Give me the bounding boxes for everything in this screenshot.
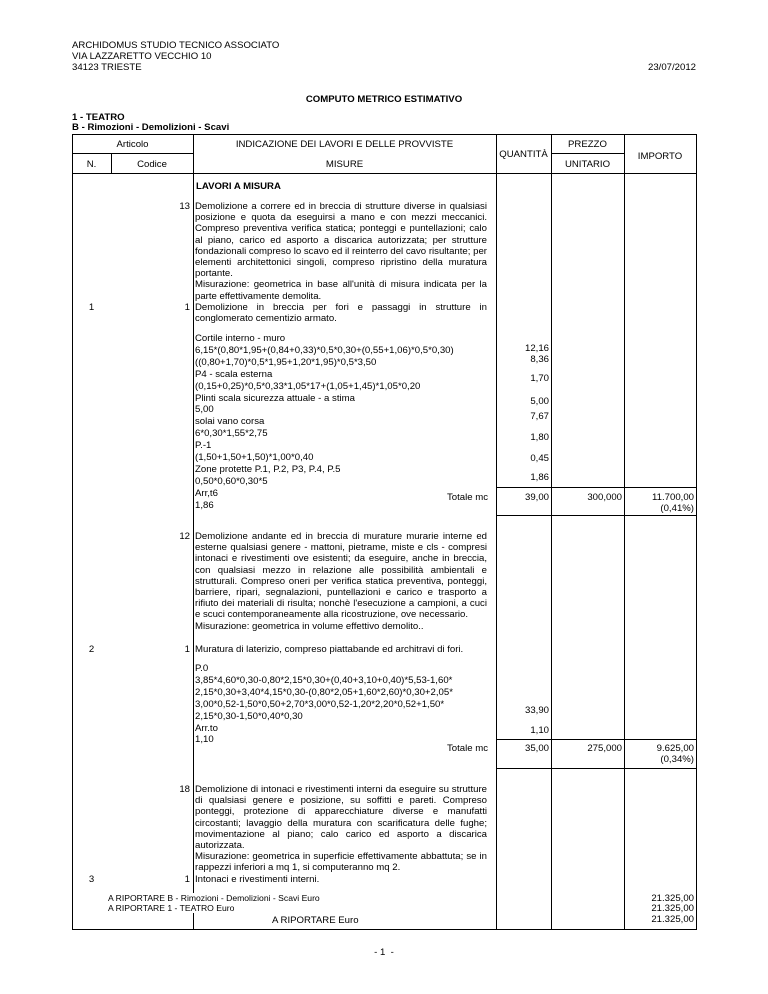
unit-price: 300,000 (587, 492, 622, 503)
subsection-title: B - Rimozioni - Demolizioni - Scavi (72, 122, 230, 133)
category-description: Demolizione a correre ed in breccia di strutture diverse in qualsiasi posizione e quota da eseguirsi a mano e con mezzi meccanici. Compreso preventiva verifica statica; ponteggi e puntellazioni; calo al piano, carico ed asporto a discarica autorizzata; per strutture fondazionali compreso lo scavo ed il reinterro del cavo risultante; per elementi architettonici singoli, compreso ripristino della muratura portante. Misurazione: geometrica in base all'unità di misura indicata per la parte effettivamente demolita. (195, 201, 487, 302)
item-description: Muratura di laterizio, compreso piattabande ed architravi di fori. (195, 644, 464, 655)
item-description: Intonaci e rivestimenti interni. (195, 874, 320, 885)
quantity-value: 12,16 (524, 343, 549, 354)
column-header-prezzo: PREZZO (568, 139, 607, 150)
column-header-misure: MISURE (325, 159, 364, 170)
totale-quantity: 35,00 (524, 743, 549, 754)
riportare-section-label: A RIPORTARE B - Rimozioni - Demolizioni - Scavi Euro (108, 893, 320, 903)
item-number: 2 (88, 644, 95, 655)
quantity-value: 1,10 (530, 725, 549, 736)
category-code: 18 (179, 784, 190, 795)
quantity-value: 33,90 (524, 705, 549, 716)
column-header-importo: IMPORTO (637, 151, 683, 162)
quantity-value: 7,67 (530, 411, 549, 422)
company-name: ARCHIDOMUS STUDIO TECNICO ASSOCIATO (72, 40, 280, 51)
quantity-value: 8,36 (530, 354, 549, 365)
amount-percentage: (0,41%) (660, 503, 694, 514)
riportare-total-label: A RIPORTARE Euro (272, 915, 359, 926)
document-title: COMPUTO METRICO ESTIMATIVO (305, 94, 463, 105)
item-measures: P.0 3,85*4,60*0,30-0,80*2,15*0,30+(0,40+3,10+0,40)*5,53-1,60* 2,15*0,30+3,40*4,15*0,30-(0,80*2,05+1,60*2,60)*0,30+2,05* 3,00*0,52-1,50*0,50+2,70*3,00*0,52-1,20*2,20*0,52+1,50* 2,15*0,30-1,50*0,40*0,30 Arr.to 1,10 (195, 663, 453, 746)
riportare-chapter-label: A RIPORTARE 1 - TEATRO Euro (108, 903, 235, 913)
amount: 11.700,00 (652, 492, 694, 503)
riportare-section-value: 21.325,00 (651, 893, 694, 904)
item-number: 3 (88, 874, 95, 885)
category-code: 13 (179, 201, 190, 212)
category-code: 12 (179, 531, 190, 542)
column-header-unitario: UNITARIO (564, 159, 611, 170)
quantity-value: 5,00 (530, 396, 549, 407)
totale-quantity: 39,00 (524, 492, 549, 503)
item-code: 1 (184, 644, 190, 655)
page-number: - 1 - (374, 947, 394, 958)
quantity-value: 1,80 (530, 432, 549, 443)
totale-label: Totale mc (446, 743, 488, 754)
item-code: 1 (184, 302, 190, 313)
column-header-indicazione: INDICAZIONE DEI LAVORI E DELLE PROVVISTE (235, 139, 454, 150)
riportare-chapter-value: 21.325,00 (651, 903, 694, 914)
column-header-codice: Codice (137, 159, 167, 170)
quantity-value: 1,70 (530, 373, 549, 384)
riportare-total-value: 21.325,00 (651, 914, 694, 925)
column-header-articolo: Articolo (116, 139, 149, 150)
column-header-quantita: QUANTITÀ (499, 149, 548, 160)
item-description: Demolizione in breccia per fori e passaggi in strutture in conglomerato cementizio armato. (195, 302, 487, 325)
company-address: VIA LAZZARETTO VECCHIO 10 (72, 51, 212, 62)
category-description: Demolizione di intonaci e rivestimenti interni da eseguire su strutture di qualsiasi genere e posizione, su soffitti e pareti. Compreso ponteggi, protezione di apparecchiature diverse e manufatti circostanti; lavaggio della muratura con scarificatura delle fughe; movimentazione al piano; calo carico ed asporto a discarica autorizzata. Misurazione: geometrica in superficie effettivamente abbattuta; se in rappezzi inferiori a mq 1, si computeranno mq 2. (195, 784, 487, 874)
item-code: 1 (184, 874, 190, 885)
lavori-a-misura-label: LAVORI A MISURA (196, 181, 281, 192)
amount-percentage: (0,34%) (660, 754, 694, 765)
column-header-n: N. (86, 159, 97, 170)
category-description: Demolizione andante ed in breccia di murature murarie interne ed esterne qualsiasi genere - mattoni, pietrame, miste e cls - compresi intonaci e rivestimenti ove esistenti; da eseguire, anche in breccia, con qualsiasi mezzo in relazione alle possibilità ambientali e strutturali. Compreso oneri per verifica statica preventiva, ponteggi, barriere, ripari, segnalazioni, puntellazioni e carico e trasporto a rifiuto dei materiali di risulta; nonchè l'esecuzione a campioni, a cuci e scuci contemporaneamente alla ricostruzione, ove necessario. Misurazione: geometrica in volume effettivo demolito.. (195, 531, 487, 632)
item-number: 1 (88, 302, 95, 313)
item-measures: Cortile interno - muro 6,15*(0,80*1,95+(0,84+0,33)*0,5*0,30+(0,55+1,06)*0,5*0,30) ((0,80+1,70)*0,5*1,95+1,20*1,95)*0,5*3,50 P4 - scala esterna (0,15+0,25)*0,5*0,33*1,05*17+(1,05+1,45)*1,05*0,20 Plinti scala sicurezza attuale - a stima 5,00 solai vano corsa 6*0,30*1,55*2,75 P.-1 (1,50+1,50+1,50)*1,00*0,40 Zone protette P.1, P.2, P3, P.4, P.5 0,50*0,60*0,30*5 Arr,t6 1,86 (195, 333, 454, 511)
section-title: 1 - TEATRO (72, 112, 125, 123)
quantity-value: 1,86 (530, 472, 549, 483)
document-date: 23/07/2012 (647, 62, 696, 73)
totale-label: Totale mc (446, 492, 488, 503)
unit-price: 275,000 (587, 743, 622, 754)
quantity-value: 0,45 (530, 453, 549, 464)
company-city: 34123 TRIESTE (72, 62, 142, 73)
amount: 9.625,00 (656, 743, 694, 754)
